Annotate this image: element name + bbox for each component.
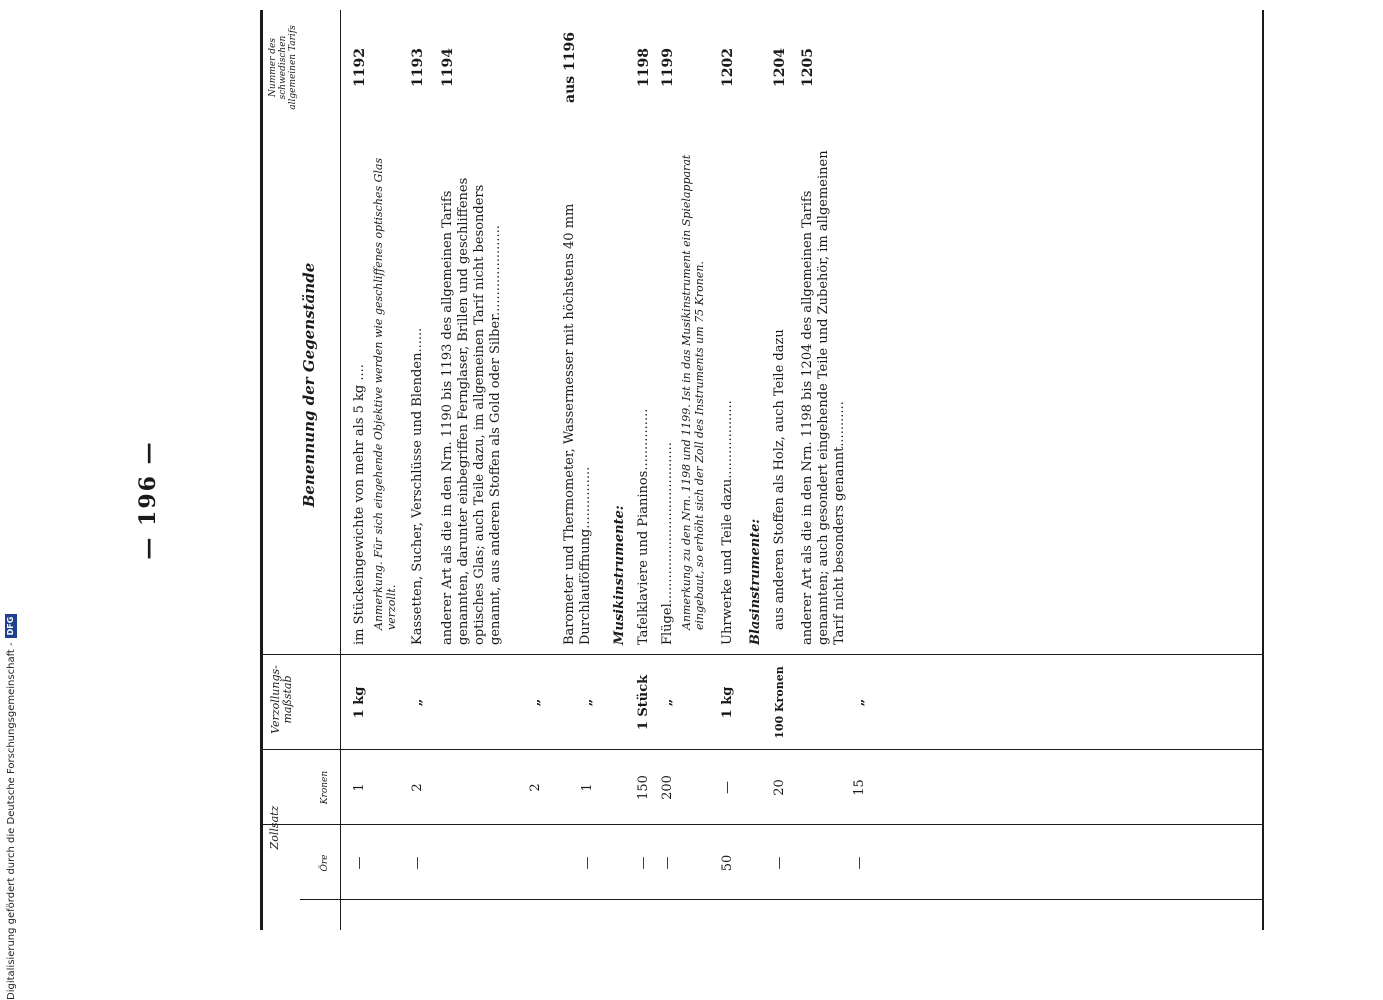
row-1202-oere: 50 [720,854,735,872]
row-1198-kronen: 150 [636,775,651,800]
row-1199-description: Flügel....................................... [660,442,675,645]
col-divider-1 [260,824,1262,825]
row-1204-unit: 100 Kronen [773,666,786,739]
col-divider-2 [260,654,1262,655]
row-aus1196-oere: — [580,856,595,870]
row-1199-unit: „ [660,698,675,707]
header-number: Nummer des schwedischen allgemeinen Tarifs [268,25,298,110]
table-top-rule [260,10,263,930]
row-1205-description: anderer Art als die in den Nrn. 1198 bis 1204 des allgemeinen Tarifs genannten; auch gesondert eingehende Teile und Zubehör, im allgemeinen Tarif nicht besonders genannt........... [800,150,847,645]
row-1199-kronen: 200 [660,775,675,800]
header-rate-kronen: Kronen [320,770,330,805]
row-1199-number: 1199 [660,48,676,87]
row-1193-unit: „ [410,698,425,707]
col-divider-rate [300,899,1262,900]
row-1198-description: Tafelklaviere und Pianinos............... [636,408,651,645]
row-1192-number: 1192 [352,48,368,87]
row-1202-unit: 1 kg [720,686,735,719]
row-1193-description: Kassetten, Sucher, Verschlüsse und Blenden...... [410,327,425,645]
row-1198-number: 1198 [636,48,652,87]
row-1199-note: Anmerkung zu den Nrn. 1198 und 1199. Ist in das Musikinstrument ein Spielapparat eingebaut, so erhöht sich der Zoll des Instruments um 75 Kronen. [680,154,706,630]
row-1194-kronen: 2 [528,783,543,792]
row-aus1196-unit: „ [580,698,595,707]
row-1194-description: anderer Art als die in den Nrn. 1190 bis 1193 des allgemeinen Tarifs genannten, darunter einbegriffen Fernglaser, Brillen und geschliffenes optisches Glas; auch Teile dazu, im allgemeinen Tarif nicht besonders genannt, aus anderen Stoffen als Gold oder Silber...................... [440,177,503,645]
dfg-logo-badge: DFG [5,614,17,639]
row-1192-kronen: 1 [352,783,367,792]
row-1198-unit: 1 Stück [636,674,651,731]
row-1198-oere: — [636,856,651,870]
row-1202-kronen: — [720,781,735,794]
section-musikinstrumente: Musikinstrumente: [612,505,627,645]
row-1204-oere: — [772,856,787,870]
row-1192-oere: — [352,856,367,870]
digitization-credit-text: Digitalisierung gefördert durch die Deutsche Forschungsgemeinschaft - [6,642,17,1000]
row-1204-number: 1204 [772,48,788,87]
col-divider-3 [260,749,1262,750]
row-1199-oere: — [660,856,675,870]
table-header-rule [340,10,341,930]
header-unit: Verzollungs-maßstab [269,665,294,734]
page-number: — 196 — [135,440,161,560]
row-1193-oere: — [410,856,425,870]
row-1192-description: im Stückeingewichte von mehr als 5 kg .... [352,364,367,645]
table-bottom-rule [1262,10,1264,930]
row-1194-unit: „ [528,698,543,707]
row-1205-kronen: 15 [852,779,867,796]
row-1193-number: 1193 [410,48,426,87]
header-rate: Zollsatz [268,805,281,850]
header-rate-oere: Öre [320,854,330,872]
row-1192-note: Anmerkung. Für sich eingehende Objektive werden wie geschliffenes optisches Glas verzollt. [372,157,398,630]
row-1205-unit: „ [852,698,867,707]
header-description: Benennung der Gegenstände [300,262,318,508]
row-1193-kronen: 2 [410,783,425,792]
row-1204-kronen: 20 [772,779,787,796]
row-1192-unit: 1 kg [352,686,367,719]
row-aus1196-number: aus 1196 [562,32,578,103]
row-1202-description: Uhrwerke und Teile dazu................... [720,400,735,645]
row-1202-number: 1202 [720,48,736,87]
row-1194-number: 1194 [440,48,456,87]
row-aus1196-description: Barometer und Thermometer, Wassermesser mit höchstens 40 mm Durchlauföffnung............... [562,203,593,645]
row-1205-number: 1205 [800,48,816,87]
row-1205-oere: — [852,856,867,870]
row-aus1196-kronen: 1 [580,783,595,792]
row-1204-description: aus anderen Stoffen als Holz, auch Teile dazu [772,329,787,630]
section-blasinstrumente: Blasinstrumente: [748,518,763,645]
